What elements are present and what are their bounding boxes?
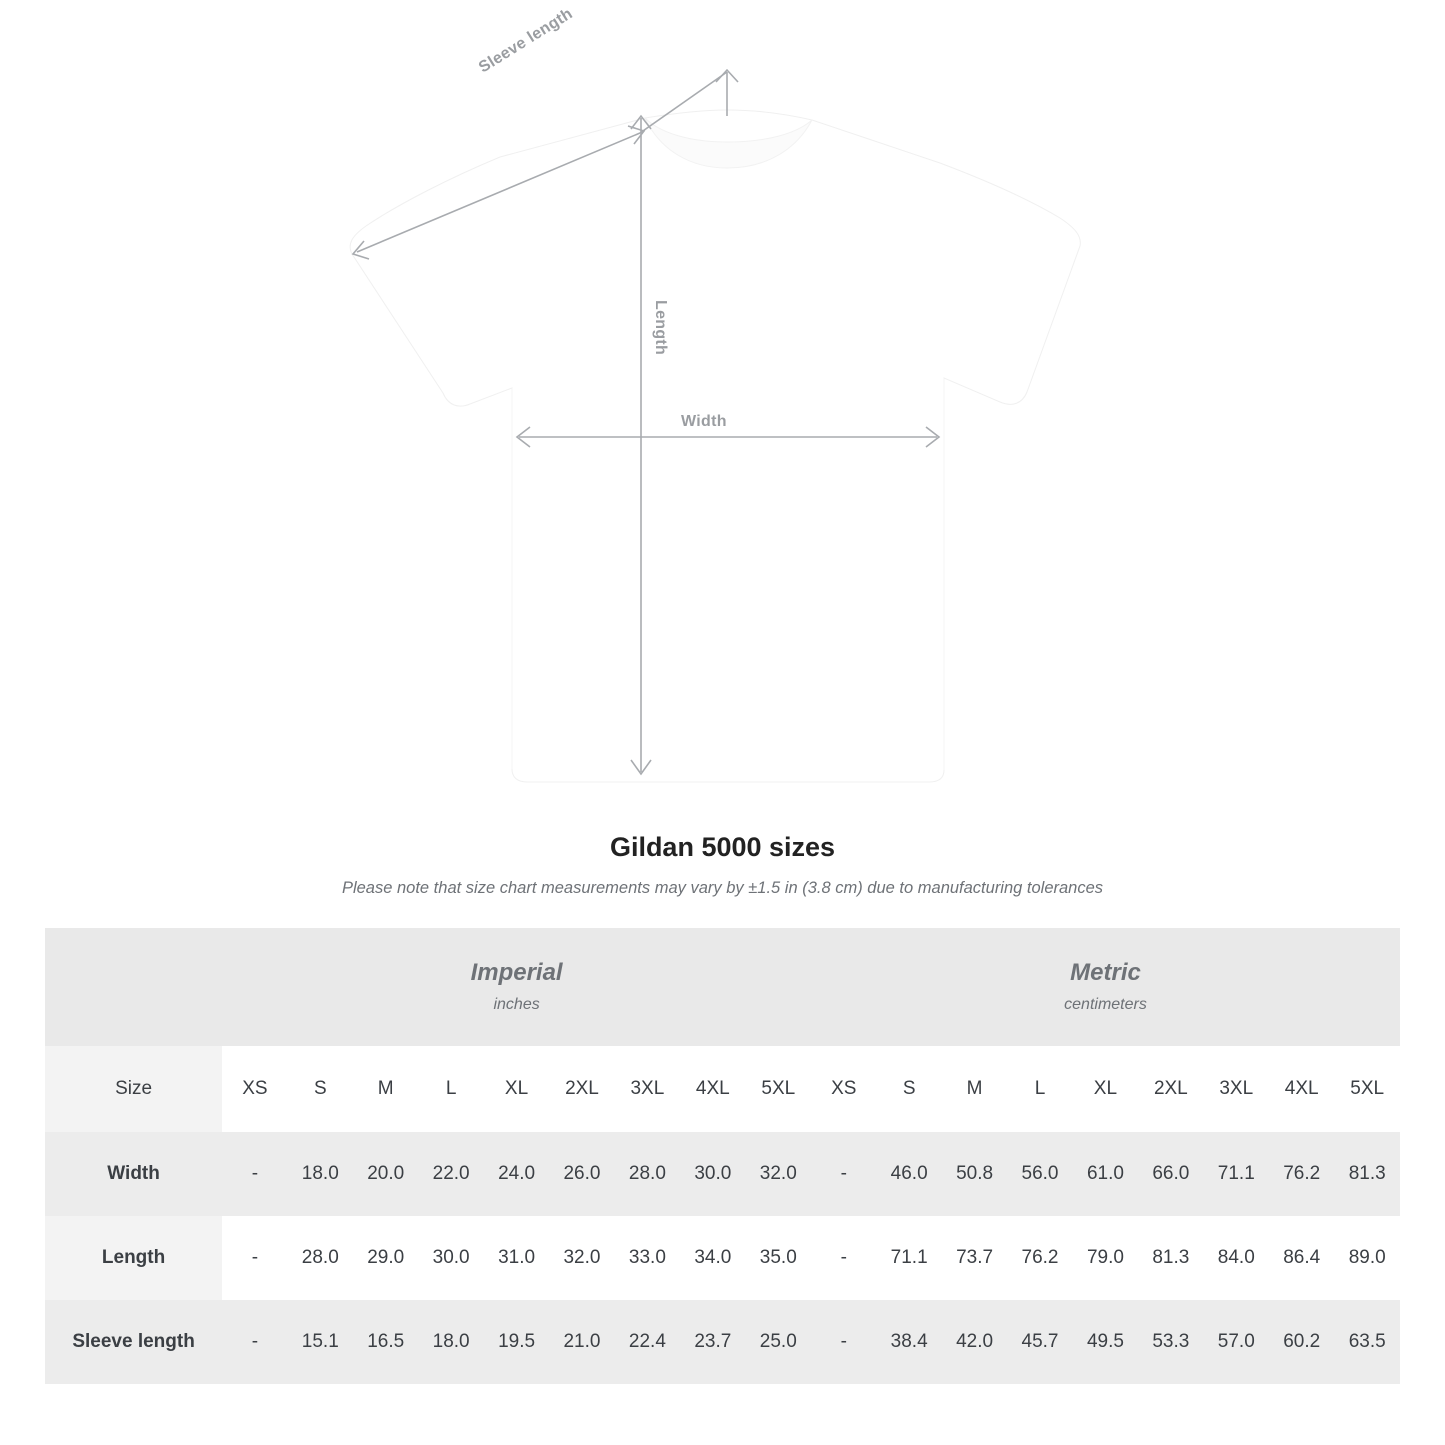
cell-length-imperial-xl: 31.0 (484, 1216, 549, 1300)
cell-length-metric-s: 71.1 (876, 1216, 941, 1300)
cell-length-imperial-4xl: 34.0 (680, 1216, 745, 1300)
width-dimension-label: Width (681, 413, 727, 430)
cell-width-metric-xs: - (811, 1132, 876, 1216)
cell-sleeve-metric-xs: - (811, 1300, 876, 1384)
row-label-sleeve-length: Sleeve length (45, 1300, 222, 1384)
length-dimension-label: Length (652, 300, 669, 356)
size-header-imperial-5xl: 5XL (746, 1046, 812, 1132)
table-row (45, 1216, 1400, 1300)
size-header-metric-2xl: 2XL (1138, 1046, 1203, 1132)
table-row (45, 1300, 1400, 1384)
cell-width-metric-l: 56.0 (1007, 1132, 1072, 1216)
size-header-imperial-4xl: 4XL (680, 1046, 745, 1132)
row-label-length: Length (45, 1216, 222, 1300)
cell-width-imperial-2xl: 26.0 (549, 1132, 614, 1216)
size-header-imperial-3xl: 3XL (615, 1046, 680, 1132)
page-title: Gildan 5000 sizes (609, 832, 836, 862)
size-header-imperial-2xl: 2XL (549, 1046, 614, 1132)
cell-sleeve-imperial-xs: - (222, 1300, 287, 1384)
cell-width-metric-2xl: 66.0 (1138, 1132, 1203, 1216)
system-name-imperial: Imperial (470, 959, 563, 987)
cell-length-metric-l: 76.2 (1007, 1216, 1072, 1300)
cell-length-imperial-5xl: 35.0 (746, 1216, 812, 1300)
cell-length-imperial-l: 30.0 (418, 1216, 483, 1300)
cell-length-metric-xl: 79.0 (1073, 1216, 1138, 1300)
system-unit-imperial: inches (493, 995, 540, 1013)
system-header-metric (811, 928, 1400, 1046)
size-header-imperial-m: M (353, 1046, 418, 1132)
cell-length-imperial-s: 28.0 (288, 1216, 353, 1300)
cell-width-metric-s: 46.0 (876, 1132, 941, 1216)
size-header-imperial-xl: XL (484, 1046, 549, 1132)
size-header-metric-5xl: 5XL (1334, 1046, 1400, 1132)
system-name-metric: Metric (1070, 959, 1141, 987)
cell-length-imperial-3xl: 33.0 (615, 1216, 680, 1300)
size-header-metric-3xl: 3XL (1204, 1046, 1269, 1132)
system-header-spacer (45, 928, 222, 1046)
cell-width-imperial-3xl: 28.0 (615, 1132, 680, 1216)
cell-width-imperial-xs: - (222, 1132, 287, 1216)
size-header-imperial-xs: XS (222, 1046, 287, 1132)
cell-sleeve-imperial-5xl: 25.0 (746, 1300, 812, 1384)
cell-sleeve-imperial-xl: 19.5 (484, 1300, 549, 1384)
cell-sleeve-imperial-2xl: 21.0 (549, 1300, 614, 1384)
cell-length-metric-m: 73.7 (942, 1216, 1007, 1300)
cell-width-metric-3xl: 71.1 (1204, 1132, 1269, 1216)
cell-width-metric-m: 50.8 (942, 1132, 1007, 1216)
cell-width-metric-4xl: 76.2 (1269, 1132, 1334, 1216)
cell-sleeve-imperial-l: 18.0 (418, 1300, 483, 1384)
size-header-metric-xs: XS (811, 1046, 876, 1132)
cell-width-imperial-4xl: 30.0 (680, 1132, 745, 1216)
cell-length-imperial-m: 29.0 (353, 1216, 418, 1300)
size-header-imperial-l: L (418, 1046, 483, 1132)
cell-width-imperial-m: 20.0 (353, 1132, 418, 1216)
cell-length-metric-2xl: 81.3 (1138, 1216, 1203, 1300)
table-row (45, 1132, 1400, 1216)
size-header-row (45, 1046, 1400, 1132)
cell-sleeve-imperial-3xl: 22.4 (615, 1300, 680, 1384)
cell-length-imperial-xs: - (222, 1216, 287, 1300)
cell-sleeve-imperial-s: 15.1 (288, 1300, 353, 1384)
cell-sleeve-metric-2xl: 53.3 (1138, 1300, 1203, 1384)
cell-sleeve-metric-3xl: 57.0 (1204, 1300, 1269, 1384)
cell-length-metric-4xl: 86.4 (1269, 1216, 1334, 1300)
cell-length-metric-5xl: 89.0 (1334, 1216, 1400, 1300)
cell-width-metric-5xl: 81.3 (1334, 1132, 1400, 1216)
size-header-metric-l: L (1007, 1046, 1072, 1132)
sleeve-length-dimension-label: Sleeve length (476, 5, 576, 77)
cell-length-metric-xs: - (811, 1216, 876, 1300)
cell-sleeve-metric-m: 42.0 (942, 1300, 1007, 1384)
cell-sleeve-metric-xl: 49.5 (1073, 1300, 1138, 1384)
cell-width-imperial-xl: 24.0 (484, 1132, 549, 1216)
tolerance-note: Please note that size chart measurements may vary by ±1.5 in (3.8 cm) due to manufacturing tolerances (341, 879, 1104, 897)
size-header-imperial-s: S (288, 1046, 353, 1132)
cell-length-imperial-2xl: 32.0 (549, 1216, 614, 1300)
cell-sleeve-metric-l: 45.7 (1007, 1300, 1072, 1384)
cell-width-metric-xl: 61.0 (1073, 1132, 1138, 1216)
system-header-imperial (222, 928, 811, 1046)
cell-sleeve-metric-s: 38.4 (876, 1300, 941, 1384)
size-chart-table (45, 928, 1400, 1384)
size-header-metric-xl: XL (1073, 1046, 1138, 1132)
size-chart-table-wrap (45, 928, 1400, 1384)
cell-sleeve-metric-4xl: 60.2 (1269, 1300, 1334, 1384)
cell-width-imperial-s: 18.0 (288, 1132, 353, 1216)
cell-sleeve-metric-5xl: 63.5 (1334, 1300, 1400, 1384)
cell-width-imperial-l: 22.0 (418, 1132, 483, 1216)
title-block (0, 832, 1445, 898)
row-label-width: Width (45, 1132, 222, 1216)
size-header-metric-s: S (876, 1046, 941, 1132)
cell-sleeve-imperial-m: 16.5 (353, 1300, 418, 1384)
cell-sleeve-imperial-4xl: 23.7 (680, 1300, 745, 1384)
tshirt-shape (350, 110, 1080, 782)
system-header-row (45, 928, 1400, 1046)
cell-width-imperial-5xl: 32.0 (746, 1132, 812, 1216)
size-header-label: Size (45, 1046, 222, 1132)
size-header-metric-4xl: 4XL (1269, 1046, 1334, 1132)
cell-length-metric-3xl: 84.0 (1204, 1216, 1269, 1300)
size-header-metric-m: M (942, 1046, 1007, 1132)
system-unit-metric: centimeters (1064, 995, 1147, 1013)
